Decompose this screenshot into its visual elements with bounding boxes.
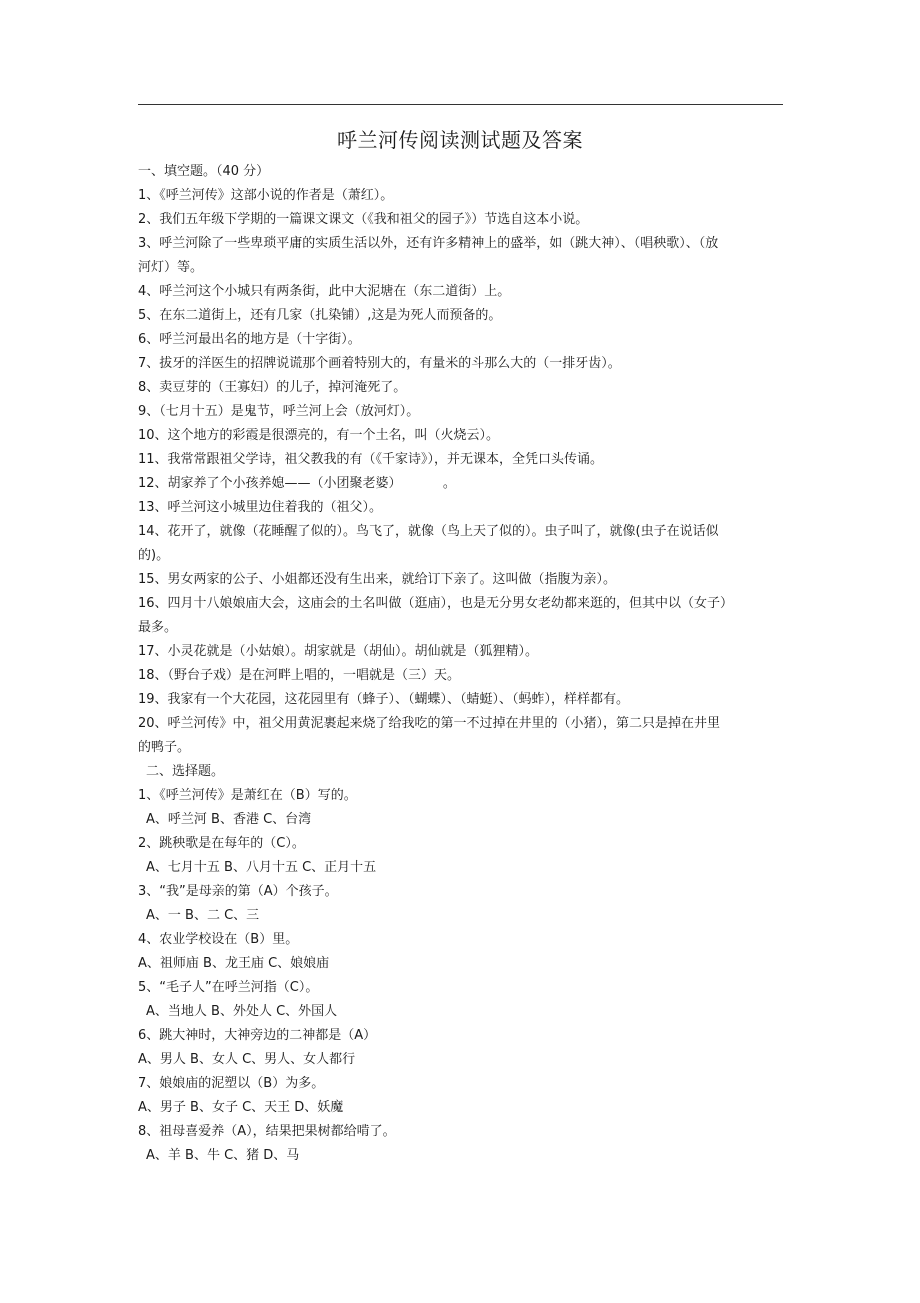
choice-options: A、呼兰河 B、香港 C、台湾	[146, 812, 312, 827]
document-body	[138, 160, 728, 1168]
fill-list	[138, 184, 728, 760]
fill-item: 4、呼兰河这个小城只有两条街，此中大泥塘在（东二道街）上。	[138, 284, 511, 299]
choice-question: 7、娘娘庙的泥塑以（B）为多。	[138, 1076, 325, 1091]
fill-item: 3、呼兰河除了一些卑琐平庸的实质生活以外，还有许多精神上的盛举，如（跳大神）、（唱秧歌）、（放河灯）等。	[138, 236, 719, 275]
fill-item: 8、卖豆芽的（王寡妇）的儿子，掉河淹死了。	[138, 380, 407, 395]
choice-question: 4、农业学校设在（B）里。	[138, 932, 299, 947]
section-heading-choice: 二、选择题。	[146, 764, 225, 779]
choice-options: A、七月十五 B、八月十五 C、正月十五	[146, 860, 377, 875]
fill-item: 20、呼兰河传》中，祖父用黄泥裹起来烧了给我吃的第一不过掉在井里的（小猪），第二只是掉在井里的鸭子。	[138, 716, 721, 755]
choice-question: 2、跳秧歌是在每年的（C）。	[138, 836, 305, 851]
fill-item: 13、呼兰河这小城里边住着我的（祖父）。	[138, 500, 383, 515]
choice-question: 3、“我”是母亲的第（A）个孩子。	[138, 884, 338, 899]
fill-item: 1、《呼兰河传》这部小说的作者是（萧红）。	[138, 188, 394, 203]
fill-item: 7、拔牙的洋医生的招牌说谎那个画着特别大的，有量米的斗那么大的（一排牙齿）。	[138, 356, 621, 371]
fill-item: 17、小灵花就是（小姑娘）。胡家就是（胡仙）。胡仙就是（狐狸精）。	[138, 644, 539, 659]
choice-question: 6、跳大神时，大神旁边的二神都是（A）	[138, 1028, 377, 1043]
choice-list	[138, 784, 728, 1168]
choice-options: A、男子 B、女子 C、天王 D、妖魔	[138, 1100, 344, 1115]
choice-options: A、祖师庙 B、龙王庙 C、娘娘庙	[138, 956, 330, 971]
choice-question: 1、《呼兰河传》是萧红在（B）写的。	[138, 788, 357, 803]
fill-item: 10、这个地方的彩霞是很漂亮的，有一个土名，叫（火烧云）。	[138, 428, 500, 443]
fill-item: 14、花开了，就像（花睡醒了似的）。鸟飞了，就像（鸟上天了似的）。虫子叫了，就像(虫子在说话似的)。	[138, 524, 719, 563]
choice-options: A、羊 B、牛 C、猪 D、马	[146, 1148, 300, 1163]
fill-item: 12、胡家养了个小孩养媳——（小团聚老婆） 。	[138, 476, 456, 491]
choice-options: A、一 B、二 C、三	[146, 908, 260, 923]
fill-item: 5、在东二道街上，还有几家（扎染铺）,这是为死人而预备的。	[138, 308, 502, 323]
fill-item: 16、四月十八娘娘庙大会，这庙会的土名叫做（逛庙），也是无分男女老幼都来逛的，但其中以（女子）最多。	[138, 596, 727, 635]
fill-item: 11、我常常跟祖父学诗，祖父教我的有（《千家诗》），并无课本，全凭口头传诵。	[138, 452, 604, 467]
choice-options: A、当地人 B、外处人 C、外国人	[146, 1004, 338, 1019]
choice-options: A、男人 B、女人 C、男人、女人都行	[138, 1052, 356, 1067]
fill-item: 6、呼兰河最出名的地方是（十字街）。	[138, 332, 361, 347]
section-heading-fill: 一、填空题。（40 分）	[138, 164, 270, 179]
fill-item: 15、男女两家的公子、小姐都还没有生出来，就给订下亲了。这叫做（指腹为亲）。	[138, 572, 617, 587]
choice-question: 8、祖母喜爱养（A），结果把果树都给啃了。	[138, 1124, 396, 1139]
fill-item: 18、（野台子戏）是在河畔上唱的，一唱就是（三）天。	[138, 668, 461, 683]
fill-item: 2、我们五年级下学期的一篇课文课文（《我和祖父的园子》）节选自这本小说。	[138, 212, 589, 227]
page-title: 呼兰河传阅读测试题及答案	[337, 128, 583, 152]
header-rule	[138, 104, 783, 105]
fill-item: 9、（七月十五）是鬼节，呼兰河上会（放河灯）。	[138, 404, 420, 419]
choice-question: 5、“毛子人”在呼兰河指（C）。	[138, 980, 319, 995]
fill-item: 19、我家有一个大花园，这花园里有（蜂子）、（蝴蝶）、（蜻蜓）、（蚂蚱），样样都有。	[138, 692, 630, 707]
